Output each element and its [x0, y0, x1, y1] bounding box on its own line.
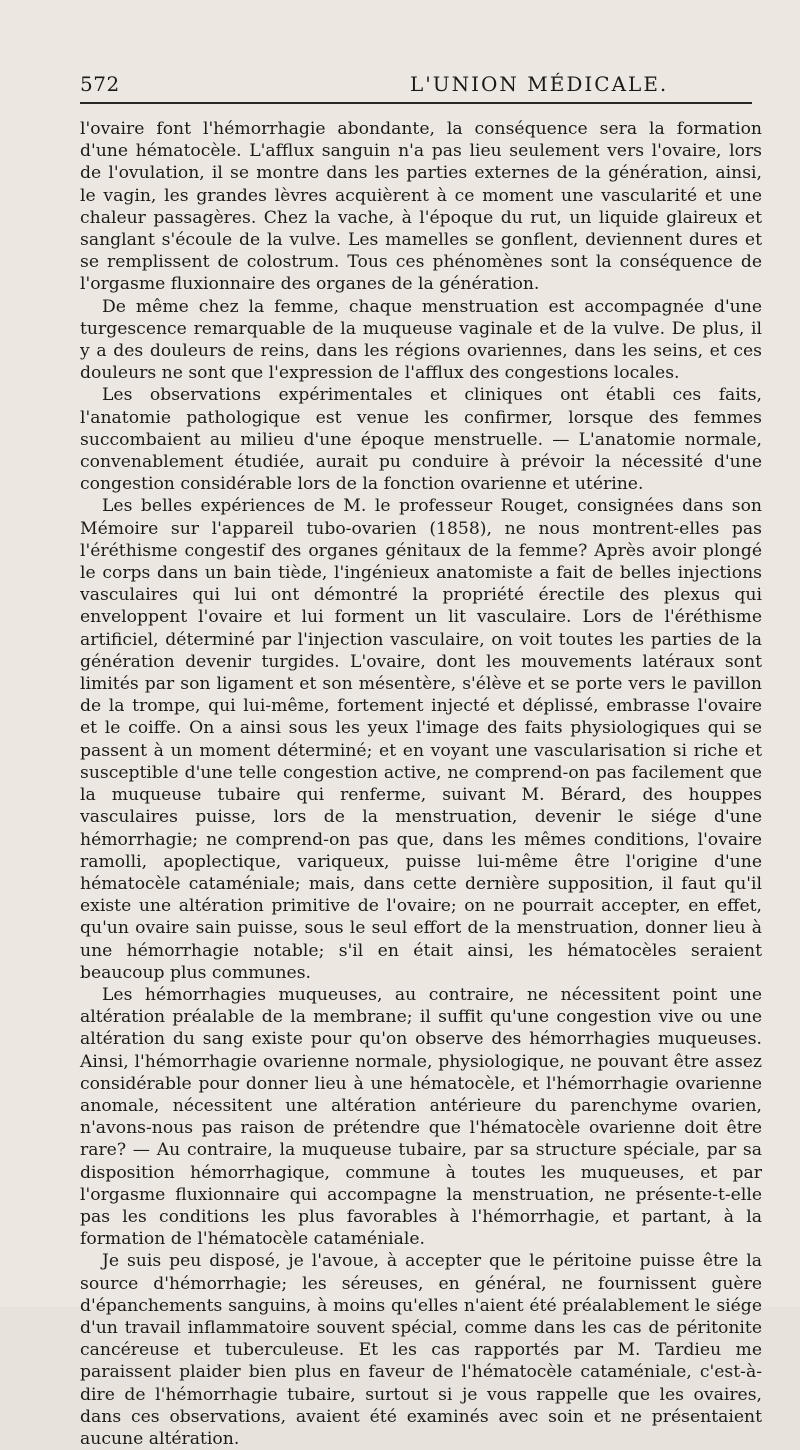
page-header: [80, 68, 760, 98]
paragraph: Les hémorrhagies muqueuses, au contraire, ne nécessitent point une altération préalable de la membrane; il suffit qu'une congestion vive ou une altération du sang existe pour qu'on observe des hémorrhagies muqueuses. Ainsi, l'hémorrhagie ovarienne normale, physiologique, ne pouvant être assez considérable pour donner lieu à une hématocèle, et l'hémorrhagie ovarienne anomale, nécessitent une altération antérieure du parenchyme ovarien, n'avons-nous pas raison de prétendre que l'hématocèle ovarienne doit être rare? — Au contraire, la muqueuse tubaire, par sa structure spéciale, par sa disposition hémorrhagique, commune à toutes les muqueuses, et par l'orgasme fluxionnaire qui accompagne la menstruation, ne présente-t-elle pas les conditions les plus favorables à l'hémorrhagie, et partant, à la formation de l'hématocèle cataméniale.: [80, 984, 762, 1250]
running-title: L'UNION MÉDICALE.: [410, 72, 669, 96]
body-text: [80, 118, 762, 1450]
page-number: 572: [80, 72, 120, 96]
header-rule: [80, 102, 752, 104]
paragraph: Les belles expériences de M. le professeur Rouget, consignées dans son Mémoire sur l'appareil tubo-ovarien (1858), ne nous montrent-elles pas l'éréthisme congestif des organes génitaux de la femme? Après avoir plongé le corps dans un bain tiède, l'ingénieux anatomiste a fait de belles injections vasculaires qui lui ont démontré la propriété érectile des plexus qui enveloppent l'ovaire et lui forment un lit vasculaire. Lors de l'éréthisme artificiel, déterminé par l'injection vasculaire, on voit toutes les parties de la génération devenir turgides. L'ovaire, dont les mouvements latéraux sont limités par son ligament et son mésentère, s'élève et se porte vers le pavillon de la trompe, qui lui-même, fortement injecté et déplissé, embrasse l'ovaire et le coiffe. On a ainsi sous les yeux l'image des faits physiologiques qui se passent à un moment déterminé; et en voyant une vascularisation si riche et susceptible d'une telle congestion active, ne comprend-on pas facilement que la muqueuse tubaire qui renferme, suivant M. Bérard, des houppes vasculaires puisse, lors de la menstruation, devenir le siége d'une hémorrhagie; ne comprend-on pas que, dans les mêmes conditions, l'ovaire ramolli, apoplectique, variqueux, puisse lui-même être l'origine d'une hématocèle cataméniale; mais, dans cette dernière supposition, il faut qu'il existe une altération primitive de l'ovaire; on ne pourrait accepter, en effet, qu'un ovaire sain puisse, sous le seul effort de la menstruation, donner lieu à une hémorrhagie notable; s'il en était ainsi, les hématocèles seraient beaucoup plus communes.: [80, 496, 762, 983]
paragraph: Les observations expérimentales et cliniques ont établi ces faits, l'anatomie pathologique est venue les confirmer, lorsque des femmes succombaient au milieu d'une époque menstruelle. — L'anatomie normale, convenablement étudiée, aurait pu conduire à prévoir la nécessité d'une congestion considérable lors de la fonction ovarienne et utérine.: [80, 385, 762, 495]
paragraph: De même chez la femme, chaque menstruation est accompagnée d'une turgescence remarquable de la muqueuse vaginale et de la vulve. De plus, il y a des douleurs de reins, dans les régions ovariennes, dans les seins, et ces douleurs ne sont que l'expression de l'afflux des congestions locales.: [80, 296, 762, 384]
paragraph: l'ovaire font l'hémorrhagie abondante, la conséquence sera la formation d'une hématocèle. L'afflux sanguin n'a pas lieu seulement vers l'ovaire, lors de l'ovulation, il se montre dans les parties externes de la génération, ainsi, le vagin, les grandes lèvres acquièrent à ce moment une vascularité et une chaleur passagères. Chez la vache, à l'époque du rut, un liquide glaireux et sanglant s'écoule de la vulve. Les mamelles se gonflent, deviennent dures et se remplissent de colostrum. Tous ces phénomènes sont la conséquence de l'orgasme fluxionnaire des organes de la génération.: [80, 119, 762, 295]
paragraph: Je suis peu disposé, je l'avoue, à accepter que le péritoine puisse être la source d'hémorrhagie; les séreuses, en général, ne fournissent guère d'épanchements sanguins, à moins qu'elles n'aient été préalablement le siége d'un travail inflammatoire souvent spécial, comme dans les cas de péritonite cancéreuse et tuberculeuse. Et les cas rapportés par M. Tardieu me paraissent plaider bien plus en faveur de l'hématocèle cataméniale, c'est-à-dire de l'hémorrhagie tubaire, surtout si je vous rappelle que les ovaires, dans ces observations, avaient été examinés avec soin et ne présentaient aucune altération.: [80, 1251, 762, 1449]
